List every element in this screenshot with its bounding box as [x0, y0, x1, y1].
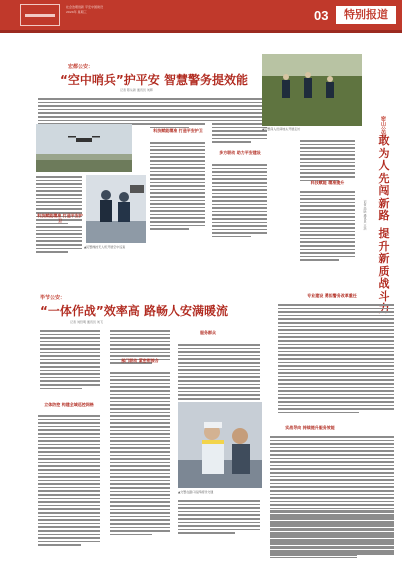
story1-byline: 记者 陈从新 通讯员 刘辉 — [120, 88, 153, 92]
story2-subhead-a: 立体防控 构建全域巡控网格 — [44, 402, 94, 407]
field-scene-icon — [262, 54, 362, 126]
story3-body-1 — [300, 191, 355, 261]
story3-byline: 记者 高晗 通讯员 王浩 — [363, 200, 367, 230]
drone-photo — [36, 124, 132, 172]
traffic-officer-icon — [178, 402, 262, 488]
story1-subhead-a: 科技赋能精准 打造平安护卫 — [37, 213, 83, 223]
story2-col2-text-2 — [110, 372, 170, 535]
story1-col1-text-2 — [36, 226, 82, 253]
story3-headline-line1: 敢 为 人 先 闯 新 路 — [378, 134, 390, 222]
drone-icon — [36, 124, 132, 172]
officers-photo — [86, 175, 146, 243]
story3-subhead-a: 科技赋能 精准提升 — [310, 180, 345, 185]
police-officer-icon — [86, 175, 146, 243]
story3-body-2 — [278, 304, 394, 413]
header-banner — [66, 5, 103, 15]
story1-col3-text-2 — [212, 164, 267, 237]
story2-lead — [40, 330, 100, 389]
newspaper-logo — [20, 4, 60, 26]
story3-headline-line2: 提 升 新 质 战 斗 — [378, 227, 390, 303]
story2-subhead-b: 部门联动 紧密衔接合 — [121, 358, 159, 363]
page-header — [0, 0, 402, 36]
traffic-photo-caption: ▲交警在路口指挥疏导交通 — [178, 490, 214, 494]
story3-kicker: 密山公安： — [380, 116, 386, 141]
section-title: 特别报道 — [336, 6, 396, 24]
story1-subhead-c: 多方联动 助力平安建设 — [219, 150, 261, 155]
officers-photo-caption: ▲民警操控无人机开展空中巡查 — [84, 245, 126, 249]
story1-col3-text — [212, 98, 267, 143]
story1-headline: “空中哨兵”护平安 智慧警务提效能 — [60, 73, 248, 87]
traffic-police-photo — [178, 402, 262, 488]
field-photo-caption: ▲民警深入田间地头开展走访 — [262, 127, 301, 131]
story3-subhead-b: 专业建设 勇担警务改革重任 — [307, 293, 357, 298]
story2-col1-text — [38, 415, 100, 546]
header-banner-line: 社会治理创新 平安中国建设 — [66, 5, 103, 9]
story1-col2-text — [150, 98, 205, 128]
story1-kicker: 宏都公安： — [68, 64, 94, 70]
story2-byline: 记者 刘哲明 通讯员 刘飞 — [70, 320, 103, 324]
field-photo — [262, 54, 362, 126]
page-number: 03 — [314, 8, 329, 23]
story3-subhead-c: 实战导向 持续提升服务效能 — [285, 425, 335, 430]
story2-subhead-c: 服务群众 — [200, 330, 216, 335]
header-rule — [0, 30, 402, 33]
story2-col3-text-2 — [178, 500, 260, 534]
story2-headline: “一体作战”效率高 路畅人安满暖流 — [40, 304, 228, 318]
story3-body-4 — [270, 510, 394, 558]
story1-subhead-b: 科技赋能精准 打造平安护卫 — [153, 128, 203, 133]
story3-lead — [300, 140, 355, 181]
story1-col2-text-2 — [150, 142, 205, 230]
header-banner-line: 2024年 星期三 — [66, 10, 87, 14]
story2-kicker: 毕节公安： — [40, 295, 66, 301]
